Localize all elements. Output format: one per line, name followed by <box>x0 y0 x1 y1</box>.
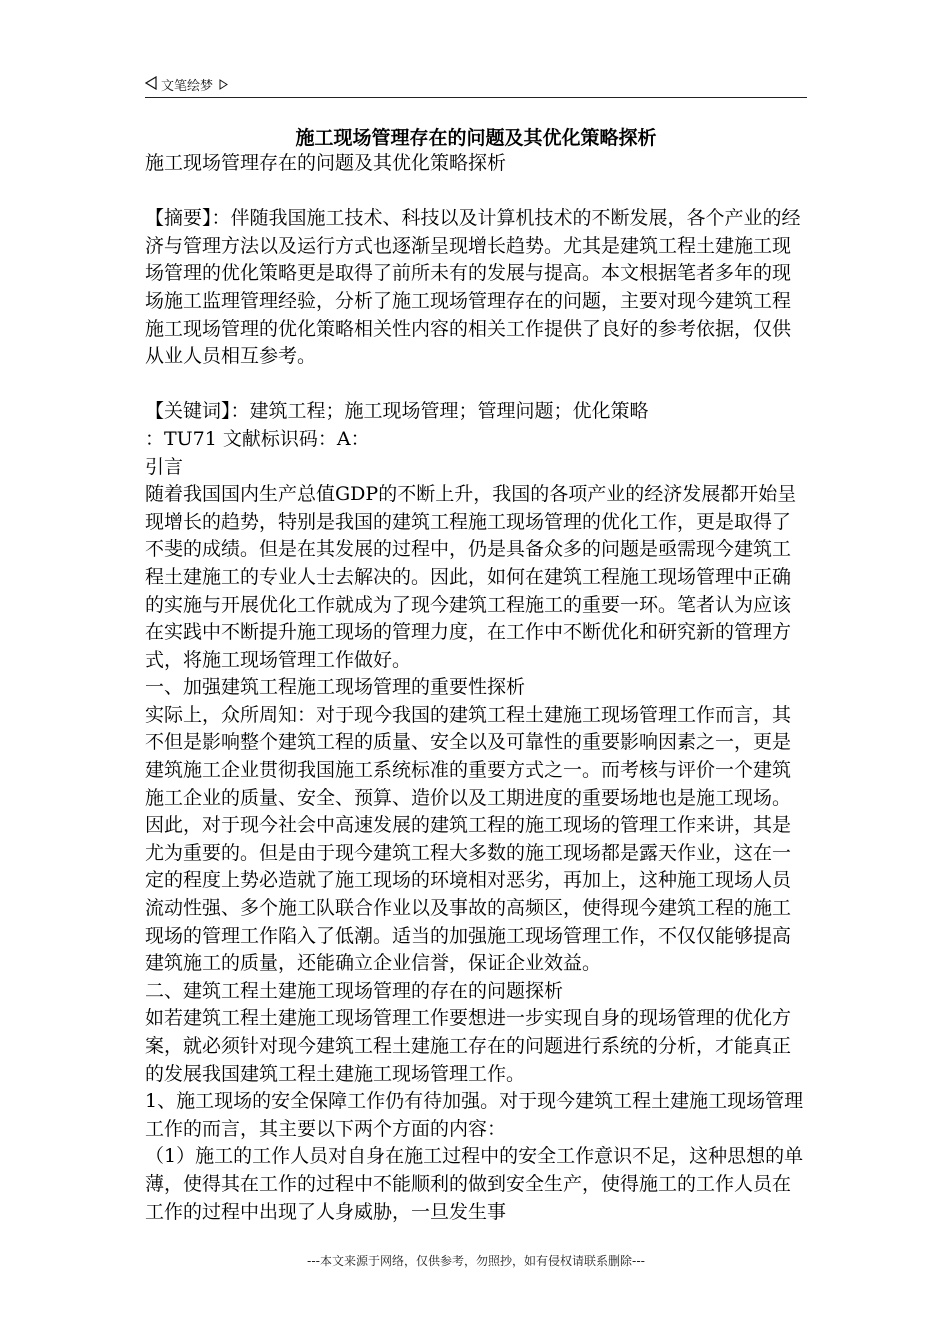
triangle-right-icon <box>219 76 228 98</box>
header-divider <box>145 97 807 98</box>
keywords-line: 【关键词】：建筑工程；施工现场管理；管理问题；优化策略 <box>145 400 649 423</box>
document-body <box>145 150 807 1226</box>
page-header <box>145 76 807 98</box>
section1-paragraph: 实际上，众所周知：对于现今我国的建筑工程土建施工现场管理工作而言，其不但是影响整个建筑工程的质量、安全以及可靠性的重要影响因素之一，更是建筑施工企业贯彻我国施工系统标准的重要方式之一。而考核与评价一个建筑施工企业的质量、安全、预算、造价以及工期进度的重要场地也是施工现场。因此，对于现今社会中高速发展的建筑工程的施工现场的管理工作来讲，其是尤为重要的。但是由于现今建筑工程大多数的施工现场都是露天作业，这在一定的程度上势必造就了施工现场的环境相对恶劣，再加上，这种施工现场人员流动性强、多个施工队联合作业以及事故的高频区，使得现今建筑工程的施工现场的管理工作陷入了低潮。适当的加强施工现场管理工作，不仅仅能够提高建筑施工的质量，还能确立企业信誉，保证企业效益。 <box>145 703 792 975</box>
section1-heading: 一、加强建筑工程施工现场管理的重要性探析 <box>145 676 526 699</box>
document-subtitle: 施工现场管理存在的问题及其优化策略探析 <box>145 152 507 174</box>
spacer <box>145 178 807 206</box>
point1-sub-paragraph: （1）施工的工作人员对自身在施工过程中的安全工作意识不足，这种思想的单薄，使得其在工作的过程中不能顺利的做到安全生产，使得施工的工作人员在工作的过程中出现了人身威胁，一旦发生事 <box>145 1145 804 1223</box>
section2-heading: 二、建筑工程土建施工现场管理的存在的问题探析 <box>145 979 564 1002</box>
abstract-paragraph: 【摘要】：伴随我国施工技术、科技以及计算机技术的不断发展，各个产业的经济与管理方法以及运行方式也逐渐呈现增长趋势。尤其是建筑工程土建施工现场管理的优化策略更是取得了前所未有的发展与提高。本文根据笔者多年的现场施工监理管理经验，分析了施工现场管理存在的问题，主要对现今建筑工程施工现场管理的优化策略相关性内容的相关工作提供了良好的参考依据，仅供从业人员相互参考。 <box>145 207 801 368</box>
intro-paragraph: 随着我国国内生产总值GDP的不断上升，我国的各项产业的经济发展都开始呈现增长的趋势，特别是我国的建筑工程施工现场管理的优化工作，更是取得了不斐的成绩。但是在其发展的过程中，仍是具备众多的问题是亟需现今建筑工程土建施工的专业人士去解决的。因此，如何在建筑工程施工现场管理中正确的实施与开展优化工作就成为了现今建筑工程施工的重要一环。笔者认为应该在实践中不断提升施工现场的管理力度，在工作中不断优化和研究新的管理方式，将施工现场管理工作做好。 <box>145 483 797 671</box>
point1-paragraph: 1、施工现场的安全保障工作仍有待加强。对于现今建筑工程土建施工现场管理工作的而言，其主要以下两个方面的内容： <box>145 1090 804 1140</box>
page-footer: ---本文来源于网络，仅供参考，勿照抄，如有侵权请联系删除--- <box>307 1254 645 1268</box>
intro-heading: 引言 <box>145 455 184 478</box>
header-brand: 文笔绘梦 <box>161 79 214 94</box>
classification-line: ：TU71 文献标识码：A： <box>145 427 370 450</box>
triangle-left-icon <box>145 76 157 98</box>
spacer <box>145 371 807 399</box>
document-title: 施工现场管理存在的问题及其优化策略探析 <box>295 127 657 149</box>
section2-paragraph: 如若建筑工程土建施工现场管理工作要想进一步实现自身的现场管理的优化方案，就必须针对现今建筑工程土建施工存在的问题进行系统的分析，才能真正的发展我国建筑工程土建施工现场管理工作。 <box>145 1007 792 1085</box>
